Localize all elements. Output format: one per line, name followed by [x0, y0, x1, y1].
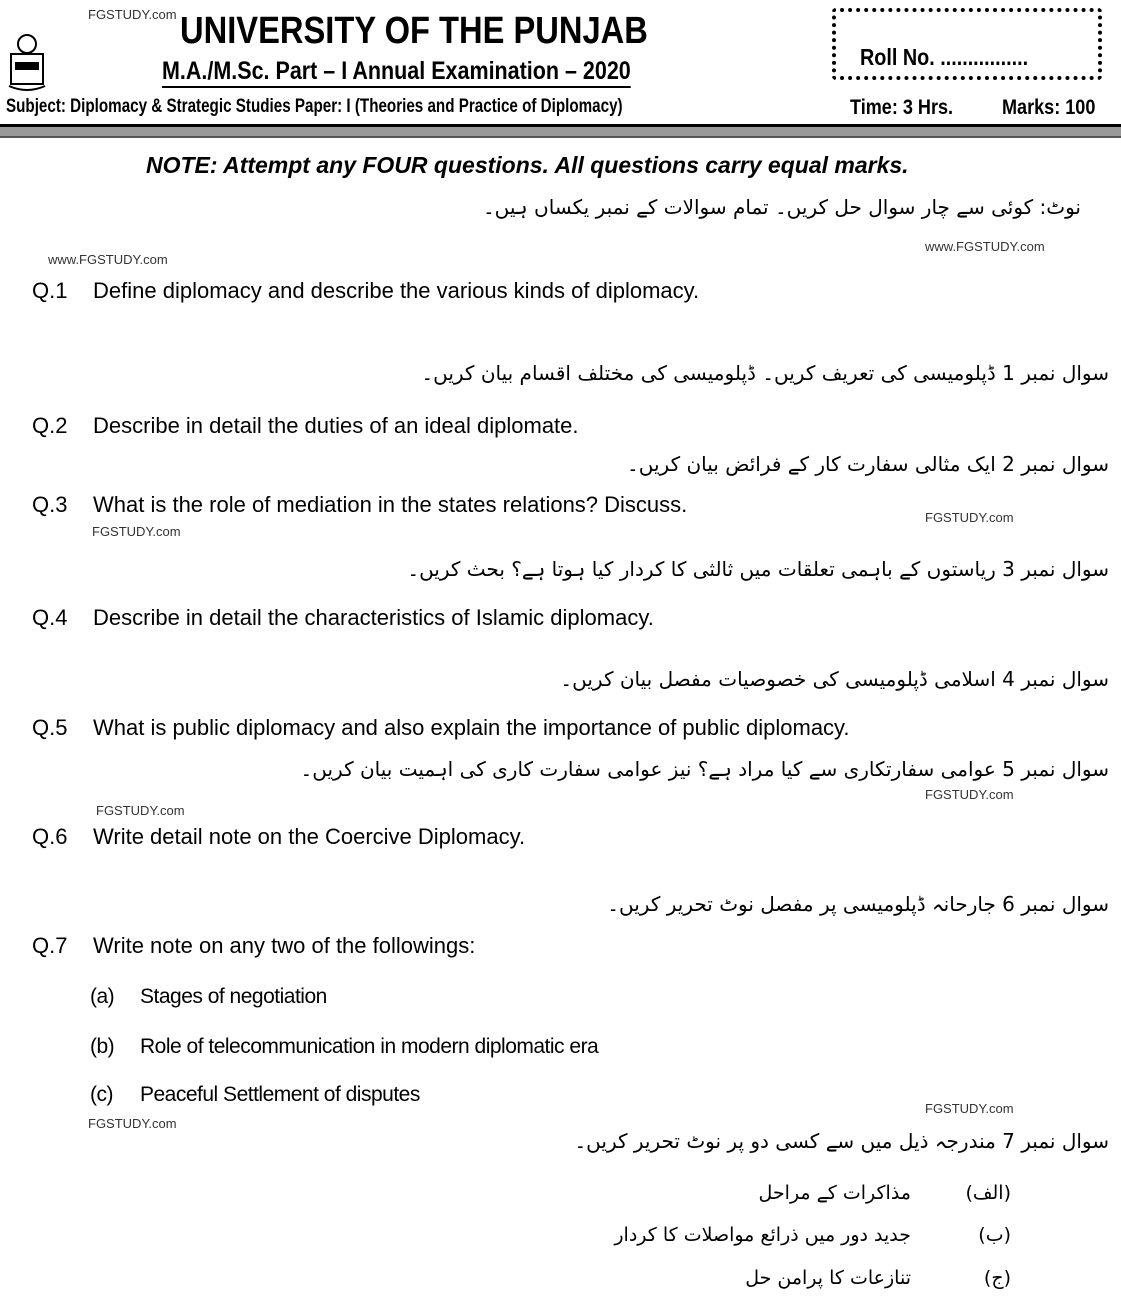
part-text: Peaceful Settlement of disputes — [140, 1083, 420, 1106]
note-english: NOTE: Attempt any FOUR questions. All questions carry equal marks. — [146, 152, 909, 178]
question-number: Q.4 — [32, 605, 68, 630]
question-number: Q.7 — [32, 933, 68, 958]
watermark: FGSTUDY.com — [88, 1116, 177, 1131]
part-label: (b) — [90, 1035, 115, 1058]
part-label: (a) — [90, 985, 115, 1008]
question-urdu: سوال نمبر 5 عوامی سفارتکاری سے کیا مراد ہے؟ نیز عوامی سفارت کاری کی اہمیت بیان کریں۔ — [300, 757, 1109, 781]
question-urdu: سوال نمبر 4 اسلامی ڈپلومیسی کی خصوصیات مفصل بیان کریں۔ — [560, 667, 1109, 691]
question-number: Q.6 — [32, 824, 68, 849]
subject-line: Subject: Diplomacy & Strategic Studies Paper: I (Theories and Practice of Diplomacy) — [6, 96, 623, 117]
question-text: What is public diplomacy and also explain the importance of public diplomacy. — [93, 715, 850, 740]
question-text: Describe in detail the characteristics of Islamic diplomacy. — [93, 605, 654, 630]
question-urdu: سوال نمبر 3 ریاستوں کے باہمی تعلقات میں ثالثی کا کردار کیا ہوتا ہے؟ بحث کریں۔ — [407, 557, 1109, 581]
question-number: Q.1 — [32, 278, 68, 303]
question-number: Q.3 — [32, 492, 68, 517]
part-label: (c) — [90, 1083, 113, 1106]
part-label-urdu: (ب) — [978, 1224, 1011, 1246]
question-text: Define diplomacy and describe the various kinds of diplomacy. — [93, 278, 700, 303]
watermark: FGSTUDY.com — [925, 510, 1014, 525]
watermark: FGSTUDY.com — [96, 803, 185, 818]
question-number: Q.2 — [32, 413, 68, 438]
header-divider — [0, 124, 1121, 138]
question-text: What is the role of mediation in the states relations? Discuss. — [93, 492, 688, 517]
watermark: FGSTUDY.com — [925, 1101, 1014, 1116]
total-marks: Marks: 100 — [1002, 96, 1096, 119]
university-title: UNIVERSITY OF THE PUNJAB — [180, 10, 648, 52]
part-text-urdu: مذاکرات کے مراحل — [758, 1182, 911, 1204]
part-label-urdu: (الف) — [965, 1182, 1011, 1204]
question-urdu: سوال نمبر 7 مندرجہ ذیل میں سے کسی دو پر نوٹ تحریر کریں۔ — [574, 1129, 1109, 1153]
exam-title: M.A./M.Sc. Part – I Annual Examination – 2020 — [162, 57, 631, 88]
watermark: FGSTUDY.com — [92, 524, 181, 539]
question-text: Write note on any two of the followings: — [93, 933, 476, 958]
university-logo-icon — [5, 32, 49, 94]
part-text-urdu: تنازعات کا پرامن حل — [745, 1267, 911, 1289]
watermark: www.FGSTUDY.com — [48, 252, 168, 267]
note-urdu: نوٹ: کوئی سے چار سوال حل کریں۔ تمام سوالات کے نمبر یکساں ہیں۔ — [482, 195, 1081, 219]
watermark: FGSTUDY.com — [925, 787, 1014, 802]
question-text: Describe in detail the duties of an ideal diplomate. — [93, 413, 579, 438]
part-label-urdu: (ج) — [983, 1267, 1011, 1289]
part-text-urdu: جدید دور میں ذرائع مواصلات کا کردار — [614, 1224, 911, 1246]
part-text: Stages of negotiation — [140, 985, 327, 1008]
question-number: Q.5 — [32, 715, 68, 740]
question-urdu: سوال نمبر 6 جارحانہ ڈپلومیسی پر مفصل نوٹ تحریر کریں۔ — [607, 892, 1109, 916]
watermark: FGSTUDY.com — [88, 7, 177, 22]
roll-no-label: Roll No. ................ — [860, 44, 1029, 70]
question-text: Write detail note on the Coercive Diplomacy. — [93, 824, 526, 849]
question-urdu: سوال نمبر 2 ایک مثالی سفارت کار کے فرائض بیان کریں۔ — [627, 452, 1109, 476]
watermark: www.FGSTUDY.com — [925, 239, 1045, 254]
question-urdu: سوال نمبر 1 ڈپلومیسی کی تعریف کریں۔ ڈپلومیسی کی مختلف اقسام بیان کریں۔ — [421, 361, 1109, 385]
time-allowed: Time: 3 Hrs. — [850, 96, 954, 119]
part-text: Role of telecommunication in modern diplomatic era — [140, 1035, 599, 1058]
